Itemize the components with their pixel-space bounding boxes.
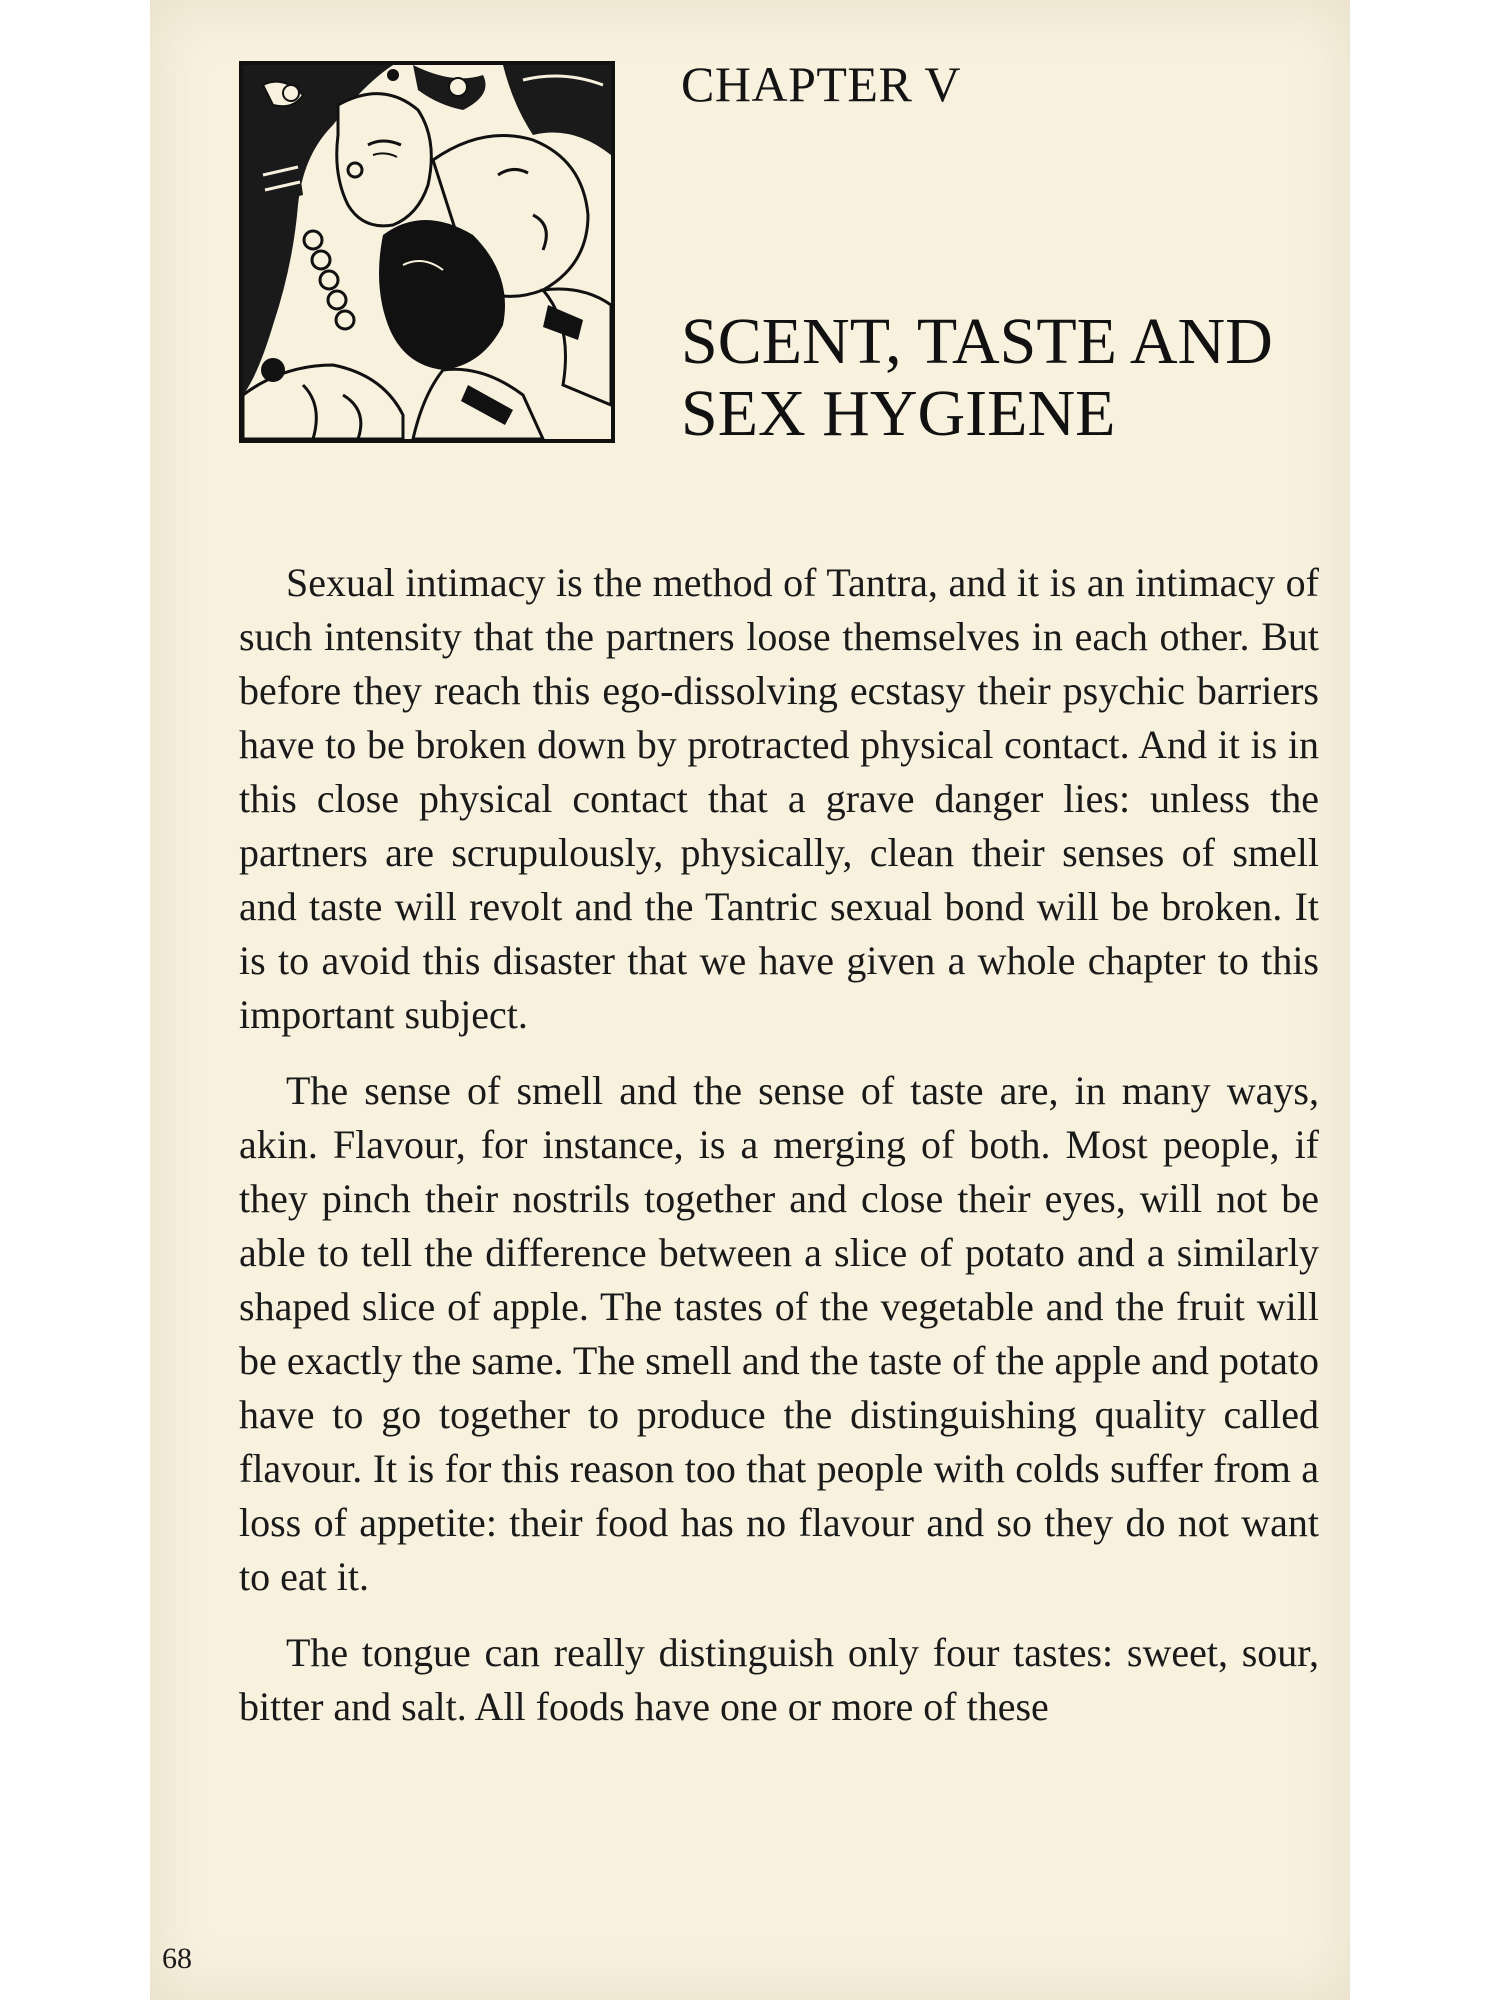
page-number: 68 — [162, 1942, 192, 1975]
body-text — [239, 556, 1319, 1756]
book-page — [150, 0, 1350, 2000]
chapter-title-line-2: SEX HYGIENE — [681, 377, 1116, 450]
paragraph-2: The sense of smell and the sense of taste are, in many ways, akin. Flavour, for instance, is a merging of both. Most people, if they pinch their nostrils together and close their eyes, will not be able to tell the difference between a slice of potato and a similarly shaped slice of apple. The tastes of the vegetable and the fruit will be exactly the same. The smell and the taste of the apple and potato have to go together to produce the distinguishing quality called flavour. It is for this reason too that people with colds suffer from a loss of appetite: their food has no flavour and so they do not want to eat it. — [239, 1068, 1319, 1599]
illustration-artwork — [243, 65, 611, 439]
chapter-title-line-1: SCENT, TASTE AND — [681, 305, 1273, 378]
couple-embrace-illustration — [239, 61, 615, 443]
chapter-title — [681, 306, 1321, 450]
chapter-label: CHAPTER V — [681, 56, 962, 112]
paragraph-3: The tongue can really distinguish only four tastes: sweet, sour, bitter and salt. All foods have one or more of these — [239, 1630, 1319, 1729]
paragraph-1: Sexual intimacy is the method of Tantra, and it is an intimacy of such intensity that the partners loose themselves in each other. But before they reach this ego-dissolving ecstasy their psychic barriers have to be broken down by protracted physical contact. And it is in this close physical contact that a grave danger lies: unless the partners are scrupulously, physically, clean their senses of smell and taste will revolt and the Tantric sexual bond will be broken. It is to avoid this disaster that we have given a whole chapter to this important subject. — [239, 560, 1319, 1037]
